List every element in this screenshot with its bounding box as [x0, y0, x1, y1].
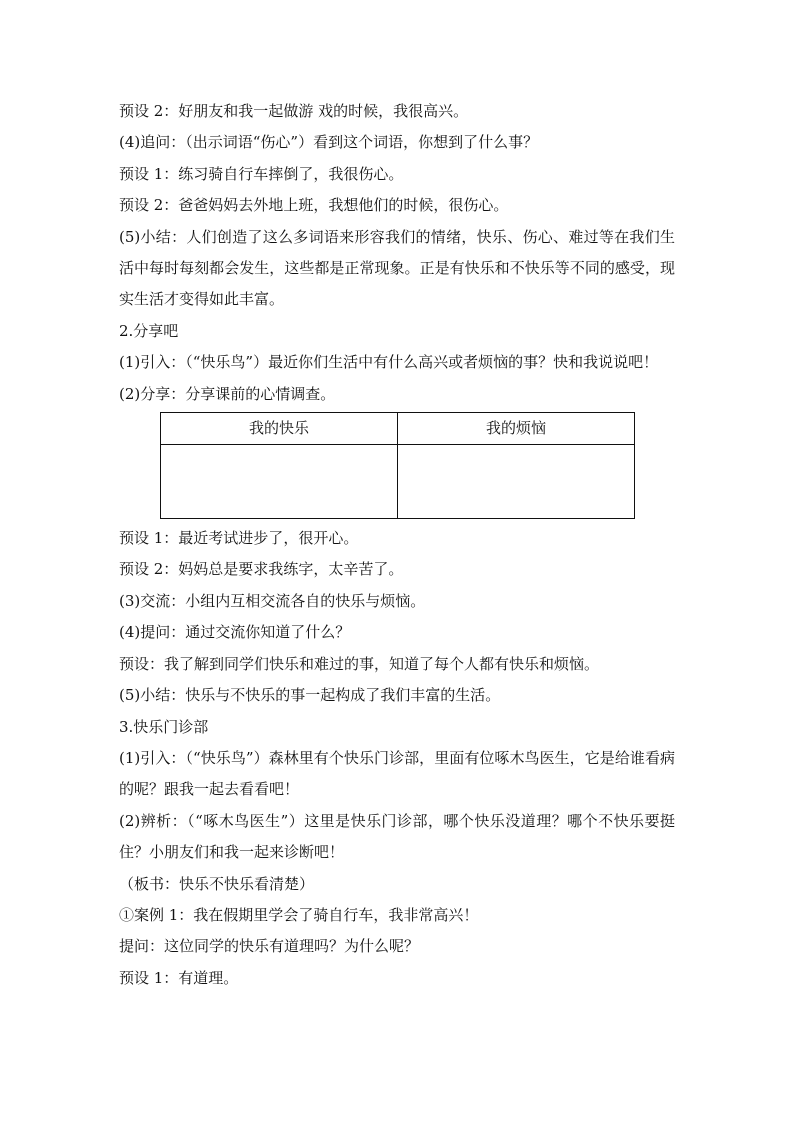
paragraph: (1)引入：（“快乐鸟”）最近你们生活中有什么高兴或者烦恼的事？快和我说说吧！	[119, 353, 659, 372]
table-header-happy: 我的快乐	[161, 413, 398, 445]
paragraph: 预设：我了解到同学们快乐和难过的事，知道了每个人都有快乐和烦恼。	[119, 654, 600, 673]
paragraph: ①案例 1：我在假期里学会了骑自行车，我非常高兴！	[119, 905, 479, 924]
paragraph: (2)分享：分享课前的心情调查。	[119, 384, 336, 403]
table-cell-happy	[161, 445, 398, 519]
table-row	[161, 445, 635, 519]
table-cell-worry	[398, 445, 635, 519]
paragraph: 预设 1：有道理。	[119, 968, 239, 987]
paragraph: (4)提问：通过交流你知道了什么？	[119, 623, 351, 642]
board-note: （板书：快乐不快乐看清楚）	[119, 874, 315, 893]
table-header-worry: 我的烦恼	[398, 413, 635, 445]
mood-survey-table-wrapper	[160, 412, 635, 519]
paragraph: 预设 1：最近考试进步了，很开心。	[119, 529, 359, 548]
paragraph: (2)辨析：（“啄木鸟医生”）这里是快乐门诊部，哪个快乐没道理？哪个不快乐要挺住？小朋友们和我一起来诊断吧！	[119, 811, 675, 862]
paragraph: (1)引入：（“快乐鸟”）森林里有个快乐门诊部，里面有位啄木鸟医生，它是给谁看病的呢？跟我一起去看看吧！	[119, 748, 675, 799]
mood-survey-table	[160, 412, 635, 519]
table-header-row	[161, 413, 635, 445]
paragraph: (5)小结：人们创造了这么多词语来形容我们的情绪，快乐、伤心、难过等在我们生活中每时每刻都会发生，这些都是正常现象。正是有快乐和不快乐等不同的感受，现实生活才变得如此丰富。	[119, 227, 675, 309]
paragraph: (5)小结：快乐与不快乐的事一起构成了我们丰富的生活。	[119, 686, 501, 705]
paragraph: 预设 1：练习骑自行车摔倒了，我很伤心。	[119, 164, 404, 183]
paragraph: (4)追问：（出示词语“伤心”）看到这个词语，你想到了什么事？	[119, 133, 539, 152]
paragraph: 提问：这位同学的快乐有道理吗？为什么呢？	[119, 937, 420, 956]
paragraph: 预设 2：爸爸妈妈去外地上班，我想他们的时候，很伤心。	[119, 196, 509, 215]
section-heading: 2.分享吧	[119, 321, 179, 340]
document-body	[119, 96, 675, 994]
paragraph: (3)交流：小组内互相交流各自的快乐与烦恼。	[119, 591, 426, 610]
section-heading: 3.快乐门诊部	[119, 717, 209, 736]
paragraph: 预设 2：妈妈总是要求我练字，太辛苦了。	[119, 560, 404, 579]
paragraph: 预设 2：好朋友和我一起做游 戏的时候，我很高兴。	[119, 102, 469, 120]
